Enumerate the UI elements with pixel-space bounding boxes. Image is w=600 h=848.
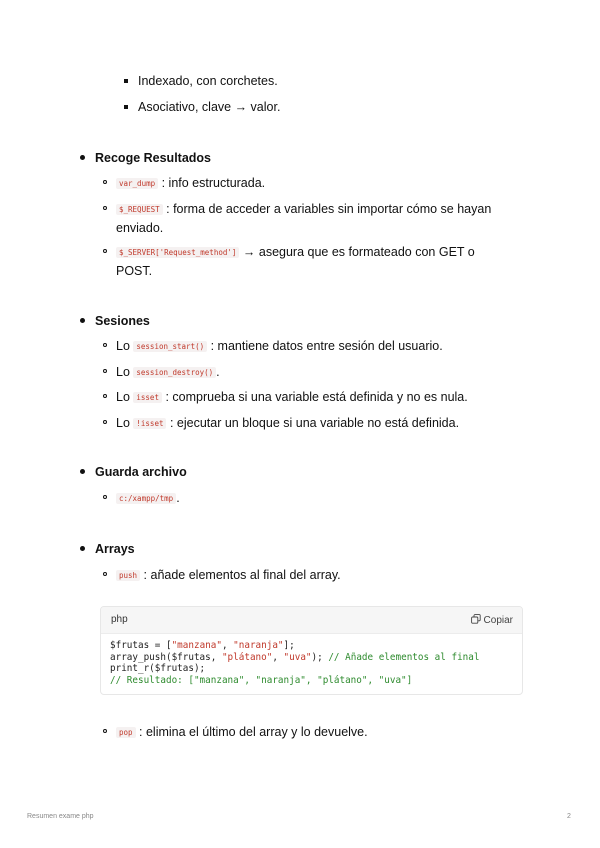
list-item: $_REQUEST : forma de acceder a variables sin importar cómo se hayan enviado. [116,202,492,235]
footer-title: Resumen exame php [27,813,94,820]
section-heading: Sesiones [95,314,150,328]
section-heading: Guarda archivo [95,465,187,479]
inline-code: push [116,570,140,581]
inline-code: !isset [133,418,166,429]
list-item: Lo !isset : ejecutar un bloque si una variable no está definida. [116,416,460,430]
code-block-header [101,607,522,634]
code-language-label: php [111,614,128,625]
disc-bullet-icon [80,318,85,323]
list-item: Lo isset : comprueba si una variable está definida y no es nula. [116,390,468,404]
list-item: c:/xampp/tmp . [116,489,180,508]
circle-bullet-icon [103,206,107,210]
circle-bullet-icon [103,249,107,253]
inline-code: session_start() [133,341,207,352]
list-item: Lo session_destroy() . [116,365,220,379]
square-bullet-icon [124,79,128,83]
circle-bullet-icon [103,369,107,373]
circle-bullet-icon [103,180,107,184]
inline-code: pop [116,727,136,738]
code-line-4: // Resultado: ["manzana", "naranja", "plátano", "uva"] [110,674,413,686]
circle-bullet-icon [103,572,107,576]
circle-bullet-icon [103,729,107,733]
circle-bullet-icon [103,394,107,398]
square-bullet-icon [124,105,128,109]
copy-icon [471,614,481,624]
list-item: $_SERVER['Request_method'] → asegura que es formateado con GET o POST. [116,245,475,278]
list-item: push : añade elementos al final del array. [116,566,341,585]
inline-code: $_SERVER['Request_method'] [116,247,239,258]
list-item: var_dump : info estructurada. [116,174,265,193]
circle-bullet-icon [103,420,107,424]
copy-button[interactable] [471,614,513,626]
list-item: Asociativo, clave → valor. [138,100,281,114]
page-number: 2 [567,813,571,820]
disc-bullet-icon [80,469,85,474]
section-heading: Recoge Resultados [95,151,212,165]
code-body [110,640,479,686]
code-block [100,606,523,695]
copy-label: Copiar [483,615,513,626]
disc-bullet-icon [80,546,85,551]
disc-bullet-icon [80,155,85,160]
inline-code: isset [133,392,162,403]
inline-code: var_dump [116,178,158,189]
list-item: Indexado, con corchetes. [138,74,278,88]
code-line-3: print_r($frutas); [110,663,206,674]
inline-code: session_destroy() [133,367,216,378]
list-item: pop : elimina el último del array y lo devuelve. [116,723,368,742]
list-item: Lo session_start() : mantiene datos entre sesión del usuario. [116,339,443,353]
code-line-1: $frutas = ["manzana", "naranja"]; [110,640,295,651]
code-line-2: array_push($frutas, "plátano", "uva"); // Añade elementos al final [110,651,480,663]
section-heading: Arrays [95,542,135,556]
inline-code: c:/xampp/tmp [116,493,176,504]
inline-code: $_REQUEST [116,204,163,215]
circle-bullet-icon [103,495,107,499]
circle-bullet-icon [103,343,107,347]
